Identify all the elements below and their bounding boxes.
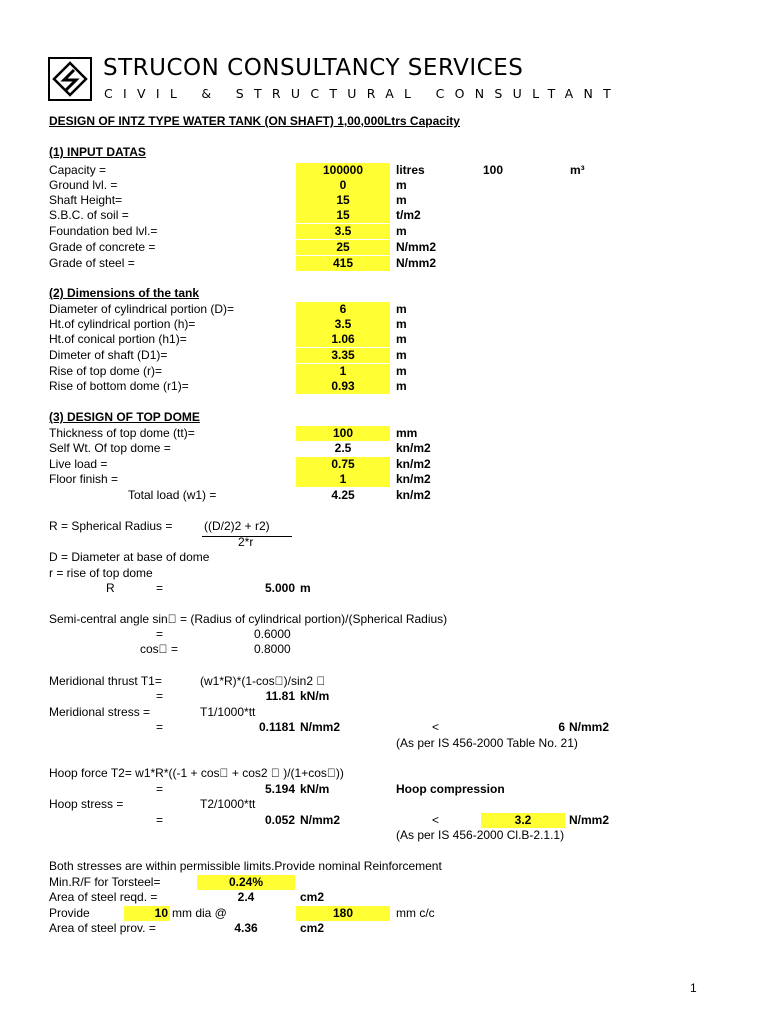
capacity-alt-value: 100 (483, 163, 504, 177)
r-unit: m (300, 581, 311, 595)
dim-row-unit: m (396, 317, 407, 331)
min-rf-label: Min.R/F for Torsteel= (49, 875, 161, 889)
hoop-force-value: 5.194 (264, 782, 295, 796)
dim-row-label: Dimeter of shaft (D1)= (49, 348, 168, 362)
r-value: 5.000 (264, 581, 295, 595)
radius-denominator: 2*r (238, 535, 254, 549)
hoop-force-label: Hoop force T2= w1*R*((-1 + cos  + cos2   )/(1+cos )) (49, 766, 344, 780)
input-heading: (1) INPUT DATAS (49, 145, 146, 159)
shaft-height-label: Shaft Height= (49, 193, 123, 207)
area-required-value: 2.4 (237, 890, 255, 904)
sbc-label: S.B.C. of soil = (49, 208, 129, 222)
logo-mark-icon (50, 59, 90, 99)
dome-row-unit: kn/m2 (396, 472, 431, 486)
company-subtitle: CIVIL & STRUCTURAL CONSULTANT (104, 86, 622, 101)
dome-row-unit: kn/m2 (396, 457, 431, 471)
dome-row-value: 1 (296, 472, 390, 487)
diameter-note: D = Diameter at base of dome (49, 550, 210, 564)
dome-row-unit: kn/m2 (396, 441, 431, 455)
hoop-force-unit: kN/m (300, 782, 330, 796)
cos-value: 0.8000 (254, 642, 291, 656)
dims-heading: (2) Dimensions of the tank (49, 286, 200, 300)
hoop-stress-equals: = (156, 813, 164, 827)
ground-level-unit: m (396, 178, 407, 192)
r-equals: = (156, 581, 164, 595)
min-rf-value: 0.24% (197, 875, 295, 890)
meridional-stress-unit: N/mm2 (300, 720, 341, 734)
concrete-grade-unit: N/mm2 (396, 240, 437, 254)
dome-row-value: 100 (296, 426, 390, 441)
dome-row-value: 0.75 (296, 457, 390, 472)
dim-row-value: 0.93 (296, 379, 390, 394)
area-provided-label: Area of steel prov. = (49, 921, 156, 935)
shaft-height-unit: m (396, 193, 407, 207)
reinforcement-note: Both stresses are within permissible limits.Provide nominal Reinforcement (49, 859, 442, 873)
dim-row-label: Ht.of cylindrical portion (h)= (49, 317, 196, 331)
dim-row-unit: m (396, 302, 407, 316)
steel-grade-value: 415 (296, 256, 390, 271)
meridional-thrust-formula: (w1*R)*(1-cos )/sin2   (200, 674, 326, 688)
meridional-reference: (As per IS 456-2000 Table No. 21) (396, 736, 578, 750)
r-label: R (106, 581, 115, 595)
capacity-label: Capacity = (49, 163, 107, 177)
dim-row-value: 1 (296, 364, 390, 379)
dim-row-label: Diameter of cylindrical portion (D)= (49, 302, 235, 316)
concrete-grade-value: 25 (296, 240, 390, 255)
capacity-value: 100000 (296, 163, 390, 178)
dim-row-value: 1.06 (296, 332, 390, 347)
rise-note: r = rise of top dome (49, 566, 153, 580)
dim-row-value: 3.5 (296, 317, 390, 332)
capacity-unit: litres (396, 163, 425, 177)
dim-row-value: 6 (296, 302, 390, 317)
total-load-value: 4.25 (331, 488, 355, 502)
hoop-reference: (As per IS 456-2000 Cl.B-2.1.1) (396, 828, 565, 842)
hoop-permissible-unit: N/mm2 (569, 813, 610, 827)
ground-level-label: Ground lvl. = (49, 178, 118, 192)
dome-row-label: Live load = (49, 457, 108, 471)
dome-row-value: 2.5 (334, 441, 352, 455)
dia-text: mm dia @ (172, 906, 227, 920)
dim-row-value: 3.35 (296, 348, 390, 363)
foundation-level-unit: m (396, 224, 407, 238)
dim-row-unit: m (396, 379, 407, 393)
hoop-compression-label: Hoop compression (396, 782, 505, 796)
dome-row-label: Self Wt. Of top dome = (49, 441, 171, 455)
meridional-thrust-value: 11.81 (265, 689, 295, 703)
dim-row-unit: m (396, 332, 407, 346)
dim-row-unit: m (396, 348, 407, 362)
company-logo (48, 57, 92, 101)
document-title: DESIGN OF INTZ TYPE WATER TANK (ON SHAFT) 1,00,000Ltrs Capacity (49, 114, 460, 128)
page-number: 1 (690, 981, 697, 995)
foundation-level-label: Foundation bed lvl.= (49, 224, 158, 238)
area-provided-unit: cm2 (300, 921, 325, 935)
sin-value: 0.6000 (254, 627, 291, 641)
spacing-value: 180 (296, 906, 390, 921)
sbc-value: 15 (296, 208, 390, 223)
ground-level-value: 0 (296, 178, 390, 193)
thrust-equals: = (156, 689, 164, 703)
dome-row-unit: mm (396, 426, 418, 440)
permissible-stress-unit: N/mm2 (569, 720, 610, 734)
dim-row-unit: m (396, 364, 407, 378)
capacity-alt-unit: m³ (570, 163, 585, 177)
angle-text: Semi-central angle sin  = (Radius of cylindrical portion)/(Spherical Radius) (49, 612, 448, 626)
stress-equals: = (156, 720, 164, 734)
dim-row-label: Rise of top dome (r)= (49, 364, 163, 378)
dome-row-label: Floor finish = (49, 472, 119, 486)
meridional-stress-formula: T1/1000*tt (200, 705, 256, 719)
dim-row-label: Rise of bottom dome (r1)= (49, 379, 189, 393)
hoop-stress-value: 0.052 (264, 813, 295, 827)
spherical-radius-label: R = Spherical Radius = (49, 519, 173, 533)
area-provided-value: 4.36 (234, 921, 258, 935)
sin-equals: = (156, 627, 164, 641)
spacing-unit: mm c/c (396, 906, 435, 920)
dome-heading: (3) DESIGN OF TOP DOME (49, 410, 200, 424)
total-load-label: Total load (w1) = (128, 488, 217, 502)
area-required-unit: cm2 (300, 890, 325, 904)
meridional-thrust-label: Meridional thrust T1= (49, 674, 162, 688)
permissible-stress-value: 6 (558, 720, 565, 734)
provide-label: Provide (49, 906, 90, 920)
hoop-stress-formula: T2/1000*tt (200, 797, 256, 811)
company-name: STRUCON CONSULTANCY SERVICES (103, 55, 524, 81)
foundation-level-value: 3.5 (296, 224, 390, 239)
less-than-symbol: < (432, 813, 440, 827)
hoop-force-equals: = (156, 782, 164, 796)
meridional-stress-value: 0.1181 (258, 720, 295, 734)
hoop-permissible-value: 3.2 (481, 813, 565, 828)
radius-numerator: ((D/2)2 + r2) (204, 519, 270, 533)
steel-grade-label: Grade of steel = (49, 256, 135, 270)
total-load-unit: kn/m2 (396, 488, 431, 502)
meridional-thrust-unit: kN/m (300, 689, 330, 703)
sbc-unit: t/m2 (396, 208, 421, 222)
hoop-stress-unit: N/mm2 (300, 813, 341, 827)
dim-row-label: Ht.of conical portion (h1)= (49, 332, 187, 346)
bar-diameter-value: 10 (124, 906, 170, 921)
concrete-grade-label: Grade of concrete = (49, 240, 156, 254)
hoop-stress-label: Hoop stress = (49, 797, 124, 811)
steel-grade-unit: N/mm2 (396, 256, 437, 270)
meridional-stress-label: Meridional stress = (49, 705, 151, 719)
less-than-symbol: < (432, 720, 440, 734)
cos-label: cos  = (140, 642, 179, 656)
shaft-height-value: 15 (296, 193, 390, 208)
area-required-label: Area of steel reqd. = (49, 890, 158, 904)
dome-row-label: Thickness of top dome (tt)= (49, 426, 195, 440)
